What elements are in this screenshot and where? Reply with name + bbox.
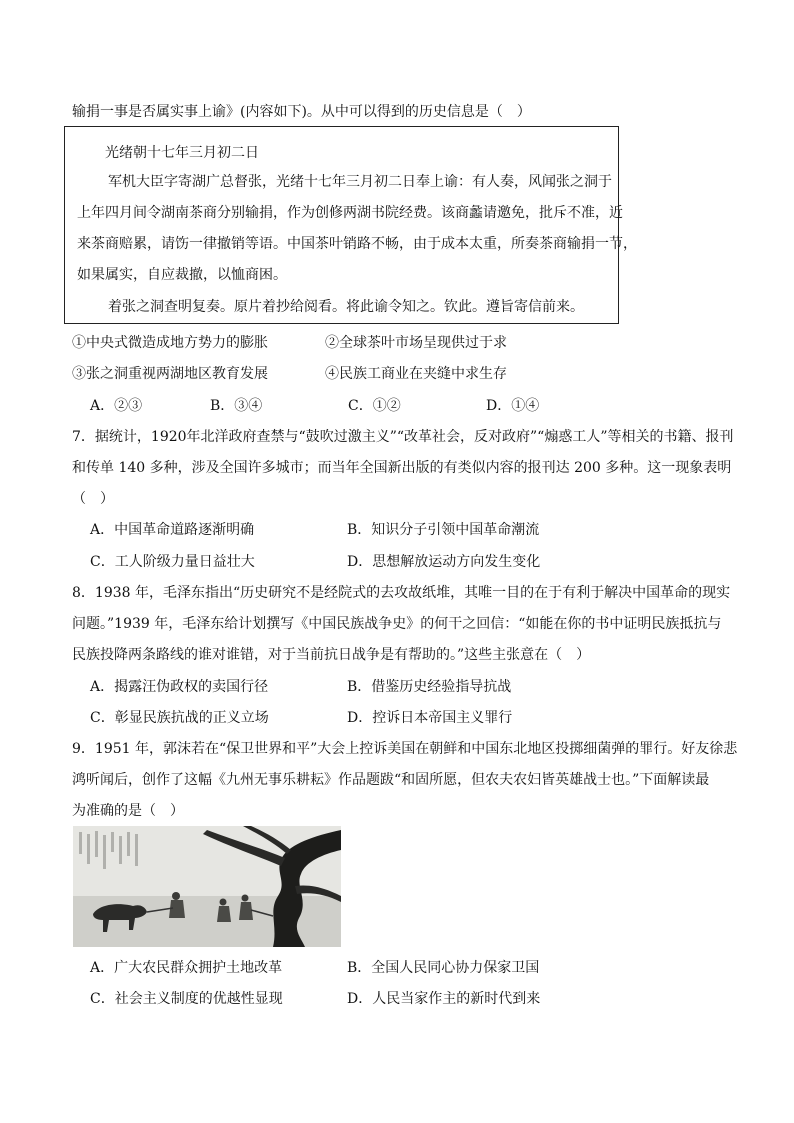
painting-image	[73, 826, 341, 947]
q8-stem-line2: 问题。”1939 年，毛泽东给计划撰写《中国民族战争史》的何干之回信：“如能在你的书中证明民族抵抗与	[72, 616, 722, 632]
q8-stem-line1: 8．1938 年，毛泽东指出“历史研究不是经院式的去攻故纸堆，其唯一目的在于有利于解决中国革命的现实	[72, 585, 731, 601]
q6-stem-tail: 输捐一事是否属实事上谕》(内容如下)。从中可以得到的历史信息是（ ）	[72, 104, 531, 120]
q7-choice-b[interactable]: B．知识分子引领中国革命潮流	[347, 522, 540, 538]
source-text-box	[64, 126, 637, 324]
q6-choice-b[interactable]: B．③④	[210, 398, 263, 414]
q9-choice-d[interactable]: D．人民当家作主的新时代到来	[347, 991, 541, 1007]
q8-choice-a[interactable]: A．揭露汪伪政权的卖国行径	[90, 679, 269, 695]
source-para1-line4: 如果属实，自应裁撤，以恤商困。	[77, 267, 287, 283]
q6-item-1: ①中央式微造成地方势力的膨胀	[72, 335, 268, 351]
q9-choice-a[interactable]: A．广大农民群众拥护土地改革	[90, 960, 283, 976]
q7-choice-c[interactable]: C．工人阶级力量日益壮大	[90, 554, 255, 570]
q6-choice-a[interactable]: A．②③	[90, 398, 143, 414]
q7-choice-d[interactable]: D．思想解放运动方向发生变化	[347, 554, 541, 570]
q9-stem-line1: 9．1951 年，郭沫若在“保卫世界和平”大会上控诉美国在朝鲜和中国东北地区投掷细菌弹的罪行。好友徐悲	[72, 741, 738, 757]
q9-stem-line2: 鸿听闻后，创作了这幅《九州无事乐耕耘》作品题跋“和固所愿，但农夫农妇皆英雄战士也。”下面解读最	[72, 772, 710, 788]
q9-choice-b[interactable]: B．全国人民同心协力保家卫国	[347, 960, 540, 976]
q7-choice-a[interactable]: A．中国革命道路逐渐明确	[90, 522, 255, 538]
q9-stem-line3: 为准确的是（ ）	[72, 803, 184, 819]
q7-stem-line2: 和传单 140 多种，涉及全国许多城市；而当年全国新出版的有类似内容的报刊达 200 多种。这一现象表明	[72, 460, 732, 476]
source-date-line: 光绪朝十七年三月初二日	[105, 145, 259, 161]
source-para1-line1: 军机大臣字寄湖广总督张，光绪十七年三月初二日奉上谕：有人奏，风闻张之洞于	[108, 174, 612, 190]
q6-choice-d[interactable]: D．①④	[486, 398, 540, 414]
source-para2: 着张之洞查明复奏。原片着抄给阅看。将此谕令知之。钦此。遵旨寄信前来。	[108, 299, 584, 315]
q6-item-3: ③张之洞重视两湖地区教育发展	[72, 366, 268, 382]
q8-choice-b[interactable]: B．借鉴历史经验指导抗战	[347, 679, 512, 695]
q8-stem-line3: 民族投降两条路线的谁对谁错，对于当前抗日战争是有帮助的。”这些主张意在（ ）	[72, 647, 591, 663]
q7-stem-line1: 7．据统计，1920年北洋政府查禁与“鼓吹过激主义”“改革社会，反对政府”“煽惑工人”等相关的书籍、报刊	[72, 429, 734, 445]
source-para1-line2: 上年四月间令湖南茶商分别输捐，作为创修两湖书院经费。该商蠡请邀免，批斥不准，近	[77, 205, 623, 221]
q7-stem-line3: （ ）	[72, 491, 114, 507]
source-para1-line3: 来茶商赔累，请饬一律撤销等语。中国茶叶销路不畅，由于成本太重，所奏茶商输捐一节，	[77, 236, 637, 252]
q6-choice-c[interactable]: C．①②	[348, 398, 401, 414]
q8-choice-d[interactable]: D．控诉日本帝国主义罪行	[347, 710, 513, 726]
q6-item-2: ②全球茶叶市场呈现供过于求	[325, 335, 507, 351]
q8-choice-c[interactable]: C．彰显民族抗战的正义立场	[90, 710, 269, 726]
painting-illustration	[73, 826, 341, 947]
q6-item-4: ④民族工商业在夹缝中求生存	[325, 366, 507, 382]
q9-choice-c[interactable]: C．社会主义制度的优越性显现	[90, 991, 283, 1007]
